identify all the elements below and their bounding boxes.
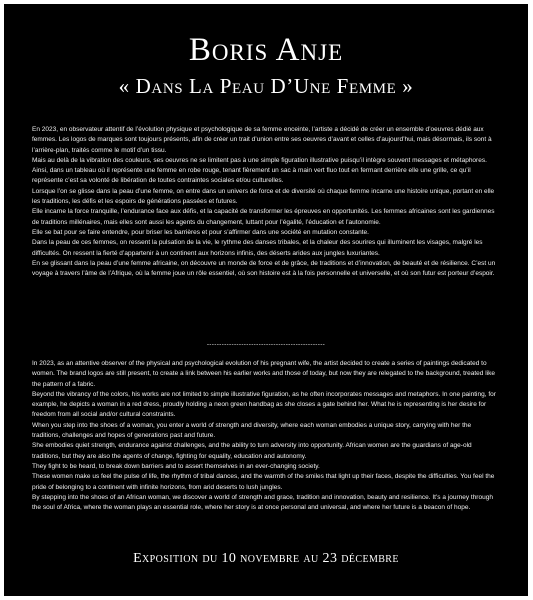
exhibition-title: « Dans La Peau D’Une Femme »	[118, 74, 414, 98]
french-text	[32, 125, 500, 279]
english-paragraph: Beyond the vibrancy of the colors, his works are not limited to simple illustrative figuration, as he often incorporates messages and metaphors. In one painting, for example, he depicts a woman in a red dress, proudly holding a neon green handbag as she closes a gate behind her. What he is representing is her desire for freedom from all social and/or cultural constraints.	[32, 390, 496, 419]
english-paragraph: When you step into the shoes of a woman, you enter a world of strength and diversity, where each woman embodies a unique story, carrying with her the traditions, challenges and hopes of generations past and future.	[32, 421, 472, 440]
document-page	[4, 4, 528, 596]
english-paragraph: They fight to be heard, to break down barriers and to assert themselves in an ever-changing society.	[32, 462, 320, 470]
french-paragraph: Dans la peau de ces femmes, on ressent la pulsation de la vie, le rythme des danses tribales, et la chaleur des sourires qui illuminent les visages, malgré les difficultés. On ressent la fierté d’appartenir à un continent aux horizons infinis, des déserts arides aux jungles luxuriantes.	[32, 239, 483, 257]
french-paragraph: En 2023, en observateur attentif de l’évolution physique et psychologique de sa femme enceinte, l’artiste a décidé de créer un ensemble d’oeuvres dédié aux femmes. Les logos de marques sont toujours présents, afin de créer un trait d’union entre ses oeuvres d’avant et celles d’aujourd’hui, mais désormais, ils sont à l’arrière-plan, traités comme le motif d’un tissu.	[32, 126, 492, 154]
exhibition-dates: Exposition du 10 novembre au 23 décembre	[133, 551, 399, 566]
artist-name: Boris Anje	[188, 32, 344, 68]
section-divider: ------------------------------------------------	[206, 341, 326, 348]
french-paragraph: Elle incarne la force tranquille, l’endurance face aux défis, et la capacité de transformer les épreuves en opportunités. Les femmes africaines sont les gardiennes de traditions millénaires, mais elles sont aussi les agents du changement, luttant pour l’égalité, l’éducation et l’autonomie.	[32, 208, 495, 226]
french-paragraph: Mais au delà de la vibration des couleurs, ses oeuvres ne se limitent pas à une simple figuration illustrative puisqu’il intègre souvent messages et métaphores. Ainsi, dans un tableau où il représente une femme en robe rouge, tenant fièrement un sac à main vert fluo tout en fermant derrière elle une grille, ce qu’il représente c’est sa volonté de libération de toutes contraintes sociales et/ou culturelles.	[32, 156, 487, 185]
french-paragraph: Elle se bat pour se faire entendre, pour briser les barrières et pour s’affirmer dans une société en mutation constante.	[32, 228, 369, 236]
english-paragraph: She embodies quiet strength, endurance against challenges, and the ability to turn adversity into opportunity. African women are the guardians of age-old traditions, but they are also the agents of change, fighting for equality, education and autonomy.	[32, 442, 472, 460]
english-paragraph: These women make us feel the pulse of life, the rhythm of tribal dances, and the warmth of the smiles that light up their faces, despite the difficulties. You feel the pride of belonging to a continent with infinite horizons, from arid deserts to lush jungles.	[32, 473, 495, 491]
french-paragraph: En se glissant dans la peau d’une femme africaine, on découvre un monde de force et de grâce, de traditions et d’innovation, de beauté et de résilience. C’est un voyage à travers l’âme de l’Afrique, où la femme joue un rôle essentiel, où son histoire est à la fois personnelle et universelle, et où son futur est porteur d’espoir.	[32, 259, 496, 278]
english-paragraph: By stepping into the shoes of an African woman, we discover a world of strength and grace, tradition and innovation, beauty and resilience. It’s a journey through the soul of Africa, where the woman plays an essential role, where her story is at once personal and universal, and where her future is a beacon of hope.	[32, 493, 493, 512]
english-paragraph: In 2023, as an attentive observer of the physical and psychological evolution of his pregnant wife, the artist decided to create a series of paintings dedicated to women. The brand logos are still present, to create a link between his earlier works and those of today, but now they are relegated to the background, treated like the pattern of a fabric.	[32, 360, 495, 388]
french-paragraph: Lorsque l’on se glisse dans la peau d’une femme, on entre dans un univers de force et de diversité où chaque femme incarne une histoire unique, portant en elle les traditions, les défis et les espoirs de générations passées et futures.	[32, 187, 495, 206]
english-text	[32, 359, 500, 513]
